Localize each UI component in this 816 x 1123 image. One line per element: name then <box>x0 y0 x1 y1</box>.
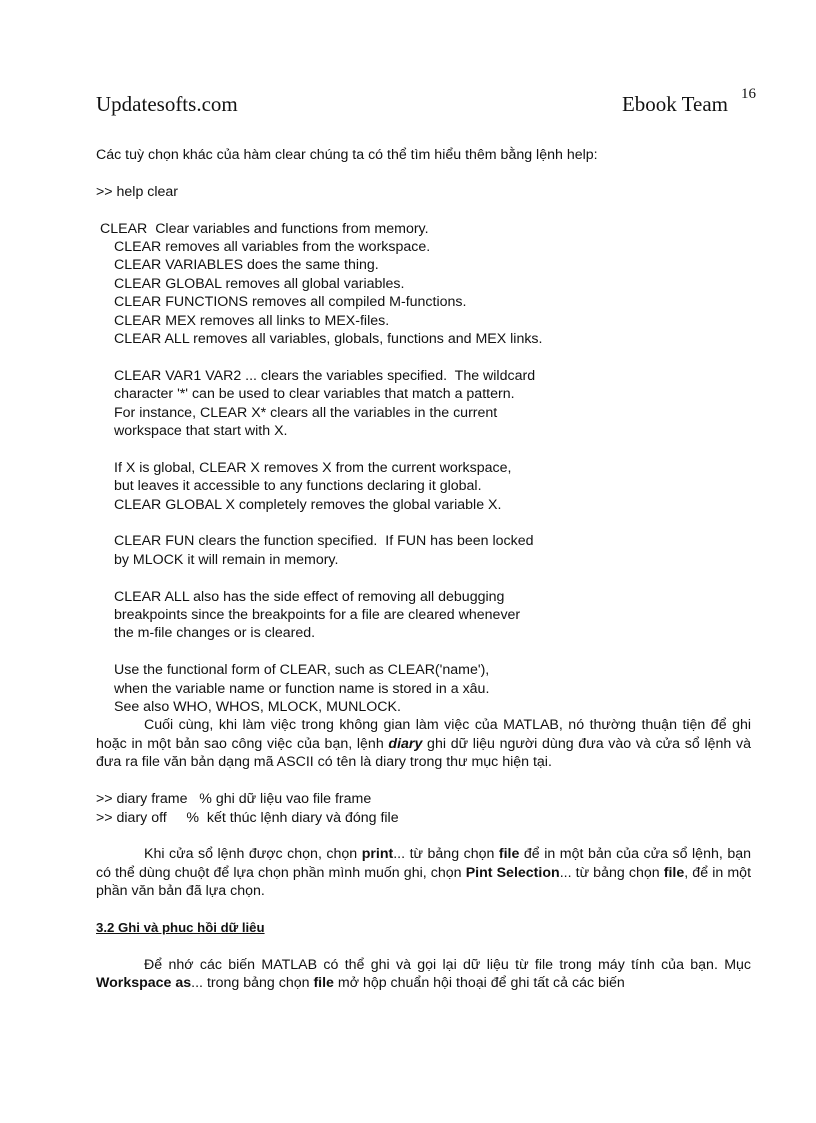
paragraph-save <box>96 956 751 993</box>
help-line: character '*' can be used to clear variables that match a pattern. <box>114 386 515 403</box>
text-run: để in một bản của cửa sổ lệnh, bạn có thể dùng chuột để lựa chọn phần mình muốn ghi, chọn <box>96 846 751 881</box>
text-run: ... từ bảng chọn <box>393 846 499 863</box>
help-block-6 <box>96 661 751 716</box>
help-line: CLEAR Clear variables and functions from memory. <box>100 220 429 237</box>
menu-term-file: file <box>498 846 520 863</box>
paragraph-print <box>96 845 751 900</box>
header-team: Ebook Team <box>621 92 728 116</box>
text-run: Khi cửa sổ lệnh được chọn, chọn <box>144 846 362 863</box>
intro-text: Các tuỳ chọn khác của hàm clear chúng ta có thể tìm hiểu thêm bằng lệnh help: <box>96 147 598 163</box>
help-line: If X is global, CLEAR X removes X from the current workspace, <box>114 459 512 476</box>
page-body <box>96 146 751 993</box>
diary-example-line: >> diary off % kết thúc lệnh diary và đóng file <box>96 809 399 826</box>
help-block-4 <box>96 532 751 569</box>
help-line: CLEAR ALL also has the side effect of removing all debugging <box>114 588 505 605</box>
menu-term-file: file <box>663 864 685 881</box>
help-line: CLEAR FUN clears the function specified. If FUN has been locked <box>114 533 534 550</box>
help-line: CLEAR ALL removes all variables, globals, functions and MEX links. <box>114 331 543 348</box>
help-block-3 <box>96 459 751 514</box>
help-block-2 <box>96 367 751 441</box>
menu-term-print-selection: Pint Selection <box>465 864 560 881</box>
menu-term-file: file <box>313 975 334 992</box>
help-line: CLEAR GLOBAL X completely removes the global variable X. <box>114 496 502 513</box>
text-run: Để nhớ các biến MATLAB có thể ghi và gọi lại dữ liệu từ file trong máy tính của bạn. Mục <box>144 956 751 973</box>
help-line: CLEAR FUNCTIONS removes all compiled M-functions. <box>114 294 467 311</box>
paragraph-diary <box>96 716 751 771</box>
page-header <box>96 86 756 122</box>
diary-example-line: >> diary frame % ghi dữ liệu vao file frame <box>96 791 372 808</box>
text-run: ghi dữ liệu người dùng đưa vào và cửa sổ lệnh và đưa ra file văn bản dạng mã ASCII có tên là diary trong thư mục hiện tại. <box>96 735 751 771</box>
text-run: , để in một phần văn bản đã lựa chọn. <box>96 864 752 900</box>
help-line: Use the functional form of CLEAR, such as CLEAR('name'), <box>114 662 490 679</box>
page-number: 16 <box>741 86 756 102</box>
help-block-1 <box>96 238 751 348</box>
help-block-5 <box>96 588 751 643</box>
section-heading: 3.2 Ghi và phuc hồi dữ liêu <box>96 919 265 935</box>
help-line: workspace that start with X. <box>114 423 288 440</box>
help-line: by MLOCK it will remain in memory. <box>114 551 339 568</box>
help-line: when the variable name or function name is stored in a xâu. <box>114 680 490 697</box>
header-site: Updatesofts.com <box>96 92 238 116</box>
text-run: ... trong bảng chọn <box>191 975 314 992</box>
text-run: Cuối cùng, khi làm việc trong không gian làm việc của MATLAB, nó thường thuận tiện để ghi hoặc in một bản sao công việc của bạn, lệnh <box>96 717 751 752</box>
menu-term-print: print <box>361 846 394 863</box>
menu-term-workspace-as: Workspace as <box>96 975 192 992</box>
help-line: CLEAR VAR1 VAR2 ... clears the variables specified. The wildcard <box>114 367 536 384</box>
help-line: CLEAR MEX removes all links to MEX-files. <box>114 312 390 329</box>
text-run: mở hộp chuẩn hội thoại để ghi tất cả các biến <box>333 975 625 992</box>
help-line: CLEAR GLOBAL removes all global variables. <box>114 275 405 292</box>
help-line: the m-file changes or is cleared. <box>114 625 316 642</box>
help-line: See also WHO, WHOS, MLOCK, MUNLOCK. <box>114 699 401 716</box>
help-command: >> help clear <box>96 183 179 200</box>
help-line: CLEAR VARIABLES does the same thing. <box>114 257 379 274</box>
help-line: breakpoints since the breakpoints for a file are cleared whenever <box>114 607 521 624</box>
help-line: For instance, CLEAR X* clears all the variables in the current <box>114 404 498 421</box>
help-line: but leaves it accessible to any functions declaring it global. <box>114 478 482 495</box>
keyword-diary: diary <box>388 735 423 752</box>
help-line: CLEAR removes all variables from the workspace. <box>114 239 431 255</box>
text-run: ... từ bảng chọn <box>559 864 664 881</box>
